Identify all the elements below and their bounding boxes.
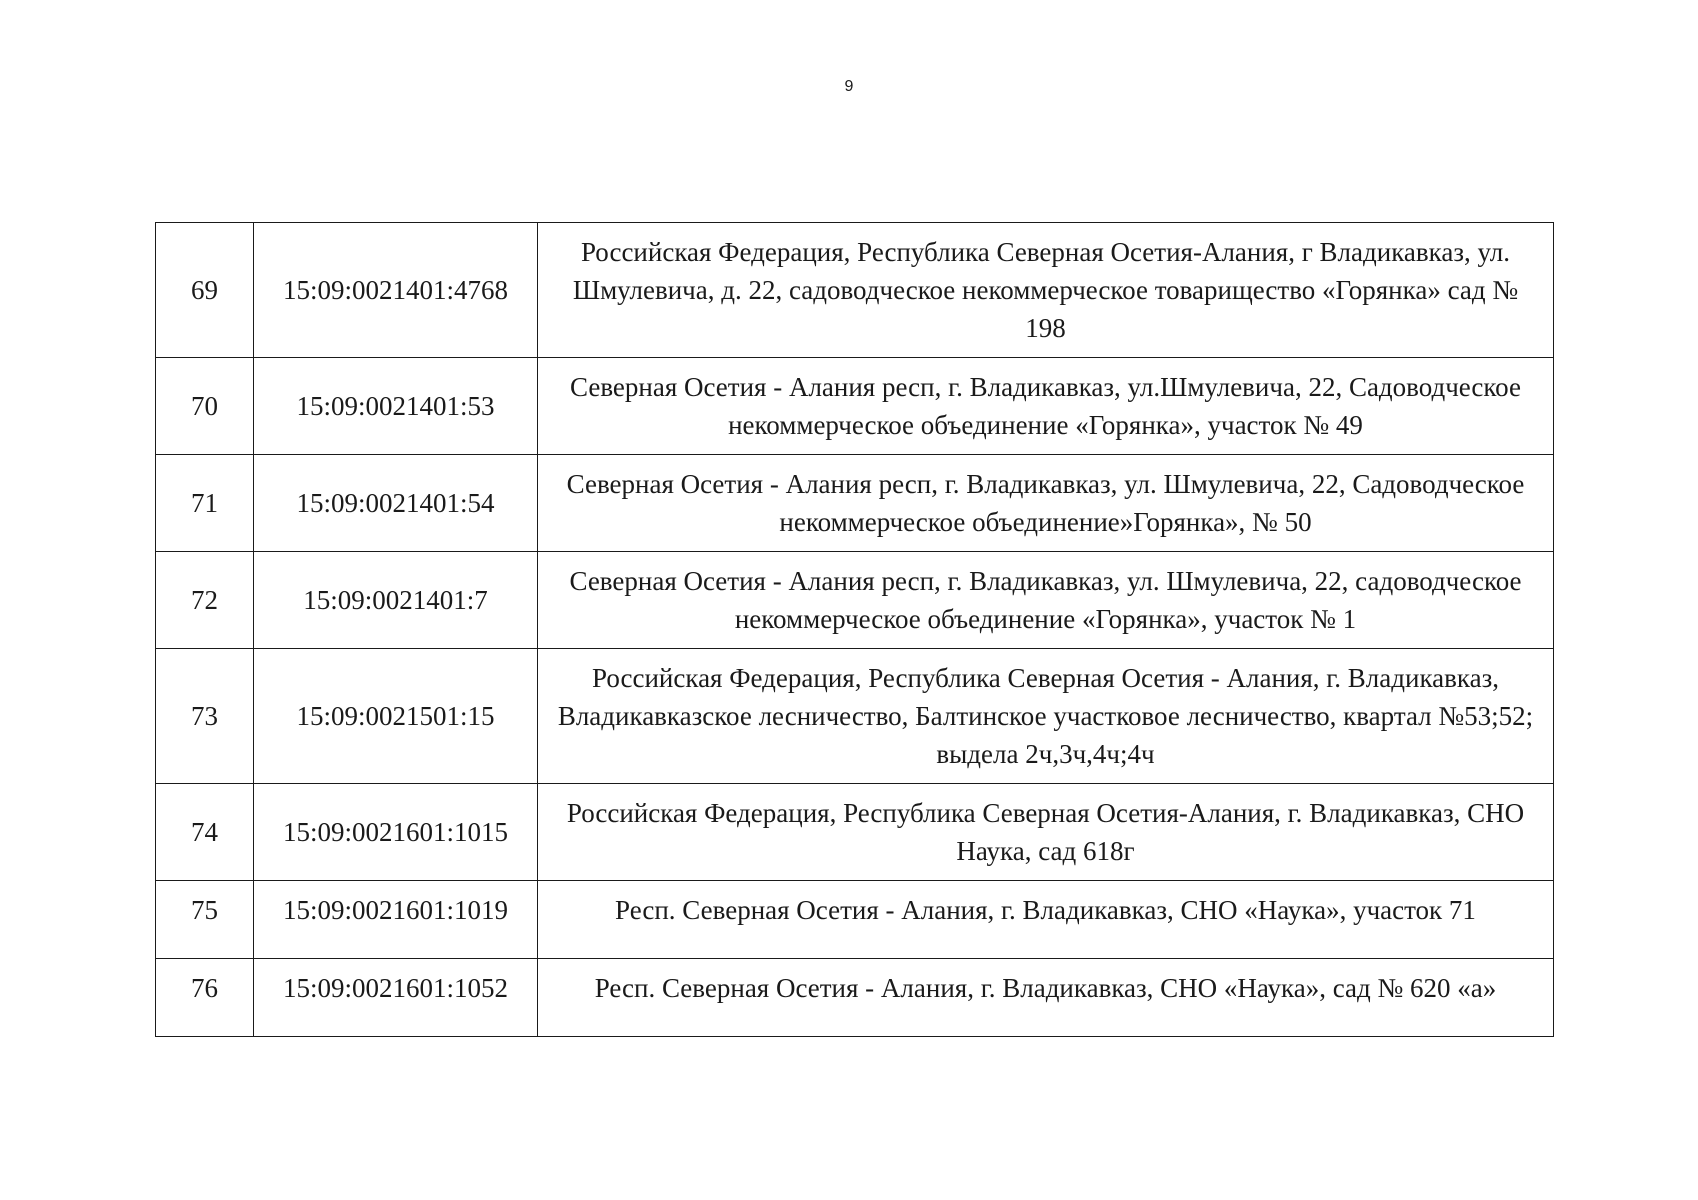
row-number: 72 [156,552,254,649]
row-number: 75 [156,881,254,959]
table-row [156,649,1554,784]
row-number: 71 [156,455,254,552]
table-row [156,959,1554,1037]
address: Респ. Северная Осетия - Алания, г. Владикавказ, СНО «Наука», участок 71 [538,881,1554,959]
land-plots-table [155,222,1554,1037]
row-number: 73 [156,649,254,784]
address: Российская Федерация, Республика Северная Осетия - Алания, г. Владикавказ, Владикавказское лесничество, Балтинское участковое лесничество, квартал №53;52; выдела 2ч,3ч,4ч;4ч [538,649,1554,784]
cadastral-number: 15:09:0021501:15 [254,649,538,784]
table-row [156,455,1554,552]
address: Северная Осетия - Алания респ, г. Владикавказ, ул. Шмулевича, 22, садоводческое некоммерческое объединение «Горянка», участок № 1 [538,552,1554,649]
table-row [156,784,1554,881]
row-number: 70 [156,358,254,455]
cadastral-number: 15:09:0021601:1015 [254,784,538,881]
table-row [156,552,1554,649]
cadastral-number: 15:09:0021401:7 [254,552,538,649]
table-row [156,223,1554,358]
cadastral-number: 15:09:0021401:54 [254,455,538,552]
cadastral-number: 15:09:0021401:4768 [254,223,538,358]
row-number: 69 [156,223,254,358]
address: Российская Федерация, Республика Северная Осетия-Алания, г Владикавказ, ул. Шмулевича, д. 22, садоводческое некоммерческое товарищество «Горянка» сад № 198 [538,223,1554,358]
address: Северная Осетия - Алания респ, г. Владикавказ, ул.Шмулевича, 22, Садоводческое некоммерческое объединение «Горянка», участок № 49 [538,358,1554,455]
cadastral-number: 15:09:0021401:53 [254,358,538,455]
row-number: 74 [156,784,254,881]
table-row [156,881,1554,959]
table-row [156,358,1554,455]
row-number: 76 [156,959,254,1037]
page-number: 9 [844,78,854,95]
cadastral-number: 15:09:0021601:1019 [254,881,538,959]
cadastral-number: 15:09:0021601:1052 [254,959,538,1037]
address: Северная Осетия - Алания респ, г. Владикавказ, ул. Шмулевича, 22, Садоводческое некоммерческое объединение»Горянка», № 50 [538,455,1554,552]
address: Российская Федерация, Республика Северная Осетия-Алания, г. Владикавказ, СНО Наука, сад 618г [538,784,1554,881]
address: Респ. Северная Осетия - Алания, г. Владикавказ, СНО «Наука», сад № 620 «а» [538,959,1554,1037]
